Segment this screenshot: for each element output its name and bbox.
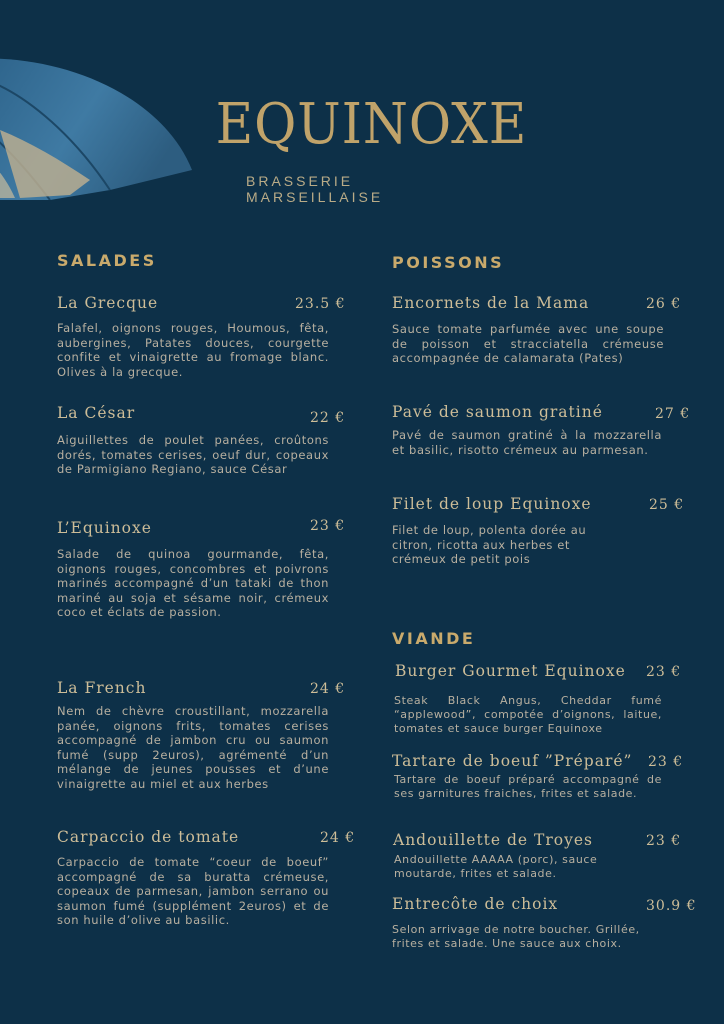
dish-price: 25 € <box>649 497 685 513</box>
dish-description: Carpaccio de tomate “coeur de boeuf” accompagné de sa buratta crémeuse, copeaux de parmesan, jambon serrano ou saumon fumé (supplément 2euros) et de son huile d’olive au basilic. <box>57 855 329 928</box>
dish-name: Encornets de la Mama <box>392 294 590 312</box>
dish-description: Steak Black Angus, Cheddar fumé “applewood”, compotée d’oignons, laitue, tomates et sauce burger Equinoxe <box>394 694 662 735</box>
dish-name: Tartare de boeuf ”Préparé” <box>392 752 633 770</box>
dish-price: 23 € <box>646 664 682 680</box>
section-title-salades: SALADES <box>57 251 157 270</box>
section-title-poissons: POISSONS <box>392 253 505 272</box>
dish-description: Andouillette AAAAA (porc), sauce moutarde, frites et salade. <box>394 853 598 880</box>
dish-name: Filet de loup Equinoxe <box>392 495 592 513</box>
dish-price: 24 € <box>320 830 356 846</box>
dish-price: 26 € <box>646 296 682 312</box>
dish-description: Falafel, oignons rouges, Houmous, fêta, aubergines, Patates douces, courgette confite et vinaigrette au fromage blanc. Olives à la grecque. <box>57 321 329 379</box>
dish-description: Pavé de saumon gratiné à la mozzarella et basilic, risotto crémeux au parmesan. <box>392 428 662 457</box>
dish-name: L’Equinoxe <box>57 519 152 537</box>
dish-price: 23 € <box>646 833 682 849</box>
dish-price: 23 € <box>310 518 346 534</box>
dish-description: Nem de chèvre croustillant, mozzarella panée, oignons frits, tomates cerises accompagné de jambon cru ou saumon fumé (supp 2euros), agrémenté d’un mélange de jeunes pousses et d’une vinaigrette au miel et aux herbes <box>57 704 329 791</box>
dish-price: 23 € <box>648 754 684 770</box>
dish-description: Salade de quinoa gourmande, fêta, oignons rouges, concombres et poivrons marinés accompagné d’un tataki de thon mariné au soja et sésame noir, crémeux coco et éclats de passion. <box>57 547 329 620</box>
dish-name: La Grecque <box>57 294 159 312</box>
restaurant-title: EQUINOXE <box>215 92 528 157</box>
dish-name: Entrecôte de choix <box>392 895 559 913</box>
dish-name: Carpaccio de tomate <box>57 828 240 846</box>
dish-price: 30.9 € <box>646 898 697 914</box>
dish-price: 27 € <box>655 406 691 422</box>
dish-name: Andouillette de Troyes <box>393 831 594 849</box>
dish-name: Pavé de saumon gratiné <box>392 403 603 421</box>
dish-price: 24 € <box>310 681 346 697</box>
dish-name: La César <box>57 404 136 422</box>
dish-description: Filet de loup, polenta dorée au citron, ricotta aux herbes et crémeux de petit pois <box>392 523 587 567</box>
dish-description: Tartare de boeuf préparé accompagné de ses garnitures fraiches, frites et salade. <box>394 773 662 800</box>
section-title-viande: VIANDE <box>392 629 476 648</box>
dish-name: La French <box>57 679 147 697</box>
restaurant-subtitle: BRASSERIE MARSEILLAISE <box>246 173 384 205</box>
dish-description: Selon arrivage de notre boucher. Grillée, frites et salade. Une sauce aux choix. <box>392 923 640 950</box>
dish-price: 23.5 € <box>295 296 346 312</box>
dish-name: Burger Gourmet Equinoxe <box>395 662 626 680</box>
dish-description: Sauce tomate parfumée avec une soupe de poisson et stracciatella crémeuse accompagnée de calamarata (Pates) <box>392 322 664 366</box>
dish-price: 22 € <box>310 410 346 426</box>
dish-description: Aiguillettes de poulet panées, croûtons dorés, tomates cerises, oeuf dur, copeaux de Parmigiano Regiano, sauce César <box>57 433 329 477</box>
